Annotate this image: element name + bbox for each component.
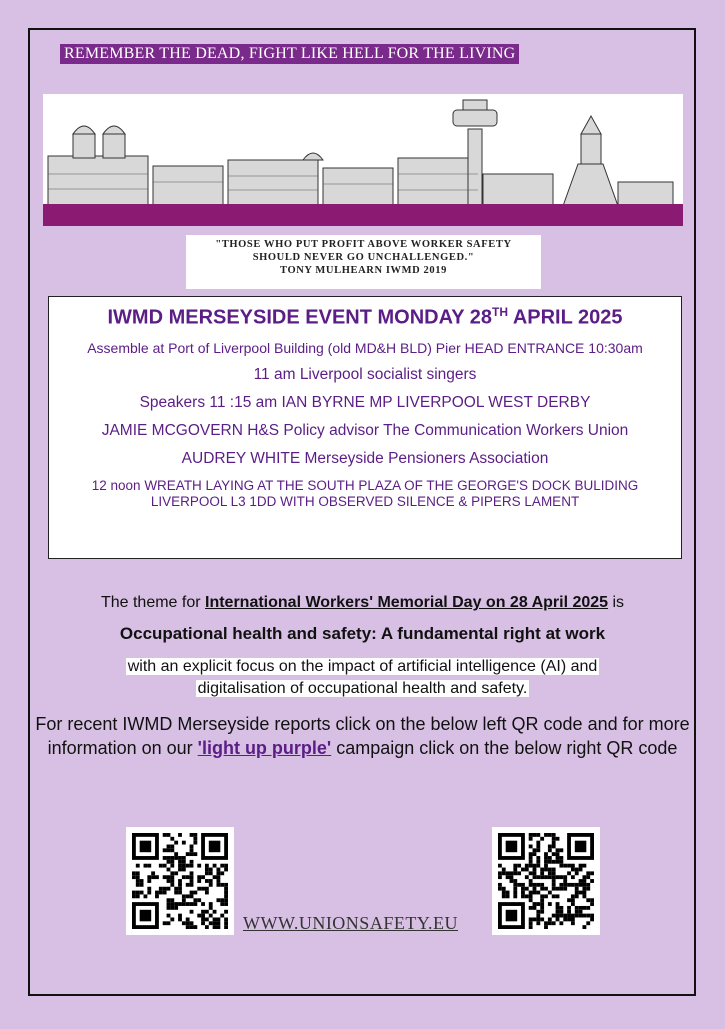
theme-headline: Occupational health and safety: A fundamental right at work [119, 624, 606, 643]
audrey-line: AUDREY WHITE Merseyside Pensioners Association [181, 449, 549, 467]
qr-instructions [30, 712, 695, 760]
wreath-line-2: LIVERPOOL L3 1DD WITH OBSERVED SILENCE & PIPERS LAMENT [150, 493, 580, 509]
theme-intro [0, 594, 725, 612]
slogan-banner: REMEMBER THE DEAD, FIGHT LIKE HELL FOR THE LIVING [60, 44, 519, 64]
quote-line-1: "THOSE WHO PUT PROFIT ABOVE WORKER SAFETY [215, 239, 512, 250]
theme-focus-1: with an explicit focus on the impact of artificial intelligence (AI) and [127, 658, 598, 675]
assemble-line: Assemble at Port of Liverpool Building (old MD&H BLD) Pier HEAD ENTRANCE 10:30am [87, 339, 643, 356]
event-title-sup: TH [492, 305, 508, 319]
singers-line: 11 am Liverpool socialist singers [253, 365, 477, 383]
qr-text-1: For recent IWMD Merseyside reports click on the below left QR code and for more information on our [35, 714, 690, 758]
theme-link[interactable]: International Workers' Memorial Day on 28 April 2025 [205, 594, 609, 611]
website-link[interactable]: WWW.UNIONSAFETY.EU [243, 913, 458, 933]
event-details-box [48, 296, 682, 559]
reports-qr-code[interactable] [126, 827, 234, 935]
quote-box [186, 235, 541, 289]
theme-focus [0, 656, 725, 700]
jamie-line: JAMIE MCGOVERN H&S Policy advisor The Communication Workers Union [101, 421, 629, 439]
event-title [49, 305, 681, 330]
theme-focus-2: digitalisation of occupational health and safety. [197, 680, 528, 697]
quote-attribution: TONY MULHEARN IWMD 2019 [280, 265, 447, 276]
wreath-line [49, 478, 681, 510]
theme-intro-text: The theme for [100, 594, 205, 611]
event-title-main: IWMD MERSEYSIDE EVENT MONDAY 28 [107, 306, 492, 329]
light-up-purple-link[interactable]: 'light up purple' [197, 738, 332, 758]
event-title-end: APRIL 2025 [508, 306, 623, 329]
qr-text-2: campaign click on the below right QR code [331, 738, 678, 758]
liverpool-skyline-image [43, 94, 683, 226]
light-up-purple-qr-code[interactable] [492, 827, 600, 935]
wreath-line-1: 12 noon WREATH LAYING AT THE SOUTH PLAZA OF THE GEORGE'S DOCK BULIDING [91, 477, 639, 493]
speakers-line: Speakers 11 :15 am IAN BYRNE MP LIVERPOOL WEST DERBY [139, 393, 591, 411]
quote-line-2: SHOULD NEVER GO UNCHALLENGED." [252, 252, 475, 263]
theme-is: is [608, 594, 625, 611]
